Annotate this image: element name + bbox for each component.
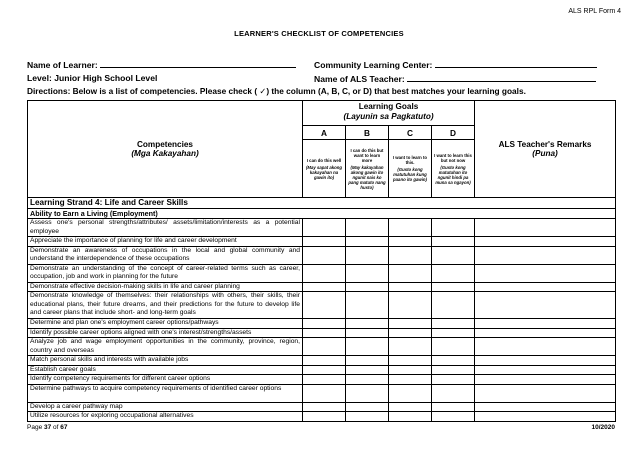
- check-cell-d[interactable]: [432, 319, 475, 329]
- check-cell-b[interactable]: [346, 375, 389, 385]
- check-cell-b[interactable]: [346, 264, 389, 282]
- competencies-header: Competencies (Mga Kakayahan): [28, 101, 303, 198]
- check-cell-a[interactable]: [303, 237, 346, 247]
- remarks-cell[interactable]: [475, 282, 616, 292]
- remarks-cell[interactable]: [475, 264, 616, 282]
- check-cell-a[interactable]: [303, 282, 346, 292]
- table-row: [28, 319, 616, 329]
- check-cell-d[interactable]: [432, 356, 475, 366]
- check-cell-b[interactable]: [346, 384, 389, 402]
- remarks-cell[interactable]: [475, 219, 616, 237]
- learner-name-line[interactable]: [100, 59, 296, 68]
- remarks-cell[interactable]: [475, 292, 616, 319]
- form-id: ALS RPL Form 4: [568, 8, 621, 15]
- check-cell-c[interactable]: [389, 246, 432, 264]
- check-cell-c[interactable]: [389, 319, 432, 329]
- check-cell-c[interactable]: [389, 237, 432, 247]
- check-cell-d[interactable]: [432, 292, 475, 319]
- check-cell-a[interactable]: [303, 356, 346, 366]
- check-cell-c[interactable]: [389, 219, 432, 237]
- competency-text: Appreciate the importance of planning for life and career development: [28, 237, 303, 247]
- check-cell-b[interactable]: [346, 237, 389, 247]
- column-d-header: D: [432, 126, 475, 140]
- check-cell-d[interactable]: [432, 237, 475, 247]
- check-cell-d[interactable]: [432, 365, 475, 375]
- teacher-name-label: Name of ALS Teacher:: [314, 74, 405, 84]
- competency-text: Demonstrate an understanding of the concept of career-related terms such as career, occupation, job and work in planning for the future: [28, 264, 303, 282]
- table-row: [28, 282, 616, 292]
- check-cell-c[interactable]: [389, 338, 432, 356]
- check-cell-c[interactable]: [389, 356, 432, 366]
- column-c-header: C: [389, 126, 432, 140]
- section-row: [28, 209, 616, 219]
- competency-text: Establish career goals: [28, 365, 303, 375]
- table-row: [28, 412, 616, 422]
- check-cell-b[interactable]: [346, 356, 389, 366]
- check-cell-a[interactable]: [303, 219, 346, 237]
- check-cell-a[interactable]: [303, 319, 346, 329]
- competency-text: Match personal skills and interests with available jobs: [28, 356, 303, 366]
- teacher-remarks-header: ALS Teacher's Remarks (Puna): [475, 101, 616, 198]
- remarks-cell[interactable]: [475, 412, 616, 422]
- check-cell-d[interactable]: [432, 384, 475, 402]
- learner-name-label: Name of Learner:: [27, 60, 98, 70]
- teacher-name-line[interactable]: [407, 73, 596, 82]
- check-cell-d[interactable]: [432, 264, 475, 282]
- clc-line[interactable]: [435, 59, 597, 68]
- page-number: Page 37 of 67: [27, 424, 68, 431]
- check-cell-d[interactable]: [432, 375, 475, 385]
- table-row: [28, 292, 616, 319]
- level-field: [27, 73, 157, 83]
- remarks-cell[interactable]: [475, 319, 616, 329]
- check-cell-a[interactable]: [303, 365, 346, 375]
- check-cell-b[interactable]: [346, 282, 389, 292]
- competency-text: Utilize resources for exploring occupational alternatives: [28, 412, 303, 422]
- competency-text: Analyze job and wage employment opportunities in the community, province, region, country and overseas: [28, 338, 303, 356]
- remarks-cell[interactable]: [475, 375, 616, 385]
- table-row: [28, 237, 616, 247]
- table-row: [28, 338, 616, 356]
- directions: Directions: Below is a list of competencies. Please check ( ✓) the column (A, B, C, or D) that best matches your learning goals.: [27, 86, 526, 96]
- learner-name-field[interactable]: [27, 59, 296, 70]
- check-cell-d[interactable]: [432, 402, 475, 412]
- check-cell-c[interactable]: [389, 375, 432, 385]
- check-cell-d[interactable]: [432, 282, 475, 292]
- strand-title: Learning Strand 4: Life and Career Skills: [28, 198, 616, 209]
- remarks-cell[interactable]: [475, 246, 616, 264]
- remarks-cell[interactable]: [475, 365, 616, 375]
- clc-field[interactable]: [314, 59, 597, 70]
- column-b-header: B: [346, 126, 389, 140]
- column-a-desc: I can do this well (May sapat akong kakayahan na gawin ito): [303, 140, 346, 198]
- competency-text: Identify competency requirements for different career options: [28, 375, 303, 385]
- clc-label: Community Learning Center:: [314, 60, 433, 70]
- check-cell-b[interactable]: [346, 338, 389, 356]
- check-cell-d[interactable]: [432, 328, 475, 338]
- competency-text: Determine and plan one's employment career options/pathways: [28, 319, 303, 329]
- table-row: [28, 264, 616, 282]
- competency-text: Develop a career pathway map: [28, 402, 303, 412]
- check-cell-a[interactable]: [303, 264, 346, 282]
- check-cell-b[interactable]: [346, 328, 389, 338]
- remarks-cell[interactable]: [475, 328, 616, 338]
- remarks-cell[interactable]: [475, 356, 616, 366]
- revision-date: 10/2020: [591, 424, 615, 431]
- learning-goals-header: Learning Goals (Layunin sa Pagkatuto): [303, 101, 475, 126]
- check-cell-a[interactable]: [303, 375, 346, 385]
- check-cell-d[interactable]: [432, 338, 475, 356]
- column-d-desc: I want to learn this but not now (Gusto kong matutuhan ito ngunit hindi pa muna sa ngayon): [432, 140, 475, 198]
- level-label: Level: Junior High School Level: [27, 73, 158, 83]
- competency-text: Demonstrate an awareness of occupations in the local and global community and understand the interdependence of these occupations: [28, 246, 303, 264]
- check-cell-b[interactable]: [346, 292, 389, 319]
- document-title: LEARNER'S CHECKLIST OF COMPETENCIES: [234, 29, 404, 38]
- check-cell-b[interactable]: [346, 412, 389, 422]
- check-cell-c[interactable]: [389, 328, 432, 338]
- check-cell-a[interactable]: [303, 328, 346, 338]
- column-c-desc: I want to learn to this. (Gusto kong matutuhan kung paano ito gawin): [389, 140, 432, 198]
- check-cell-c[interactable]: [389, 282, 432, 292]
- check-cell-c[interactable]: [389, 384, 432, 402]
- remarks-cell[interactable]: [475, 237, 616, 247]
- check-cell-a[interactable]: [303, 402, 346, 412]
- check-cell-d[interactable]: [432, 219, 475, 237]
- header-row: [28, 101, 616, 126]
- table-row: [28, 246, 616, 264]
- check-cell-c[interactable]: [389, 292, 432, 319]
- table-row: [28, 375, 616, 385]
- check-cell-c[interactable]: [389, 412, 432, 422]
- check-cell-d[interactable]: [432, 412, 475, 422]
- check-cell-d[interactable]: [432, 246, 475, 264]
- check-cell-a[interactable]: [303, 338, 346, 356]
- table-row: [28, 328, 616, 338]
- check-cell-c[interactable]: [389, 402, 432, 412]
- remarks-cell[interactable]: [475, 384, 616, 402]
- check-cell-b[interactable]: [346, 365, 389, 375]
- teacher-name-field[interactable]: [314, 73, 596, 84]
- check-cell-a[interactable]: [303, 246, 346, 264]
- check-cell-a[interactable]: [303, 292, 346, 319]
- column-a-header: A: [303, 126, 346, 140]
- check-cell-a[interactable]: [303, 412, 346, 422]
- section-title: Ability to Earn a Living (Employment): [28, 209, 616, 219]
- competency-text: Demonstrate effective decision-making skills in life and career planning: [28, 282, 303, 292]
- competency-text: Assess one's personal strengths/attributes/ assets/limitation/interests as a potential employee: [28, 219, 303, 237]
- strand-row: [28, 198, 616, 209]
- column-b-desc: I can do this but want to learn more (May kakayahan akong gawin ito ngunit nais ko pang matuto nang husto): [346, 140, 389, 198]
- check-cell-c[interactable]: [389, 264, 432, 282]
- competency-checklist-table: [27, 100, 616, 422]
- check-cell-b[interactable]: [346, 246, 389, 264]
- competency-text: Identify possible career options aligned with one's interest/strengths/assets: [28, 328, 303, 338]
- competency-text: Determine pathways to acquire competency requirements of identified career options: [28, 384, 303, 402]
- table-row: [28, 356, 616, 366]
- remarks-cell[interactable]: [475, 338, 616, 356]
- check-cell-b[interactable]: [346, 319, 389, 329]
- competency-text: Demonstrate knowledge of themselves: their relationships with others, their skills, their educational plans, their future dreams, and their predictions for the future to develop life and career plans that include short- and long-term goals: [28, 292, 303, 319]
- table-row: [28, 402, 616, 412]
- table-row: [28, 365, 616, 375]
- check-cell-a[interactable]: [303, 384, 346, 402]
- remarks-cell[interactable]: [475, 402, 616, 412]
- check-cell-c[interactable]: [389, 365, 432, 375]
- check-cell-b[interactable]: [346, 219, 389, 237]
- table-row: [28, 384, 616, 402]
- table-row: [28, 219, 616, 237]
- check-cell-b[interactable]: [346, 402, 389, 412]
